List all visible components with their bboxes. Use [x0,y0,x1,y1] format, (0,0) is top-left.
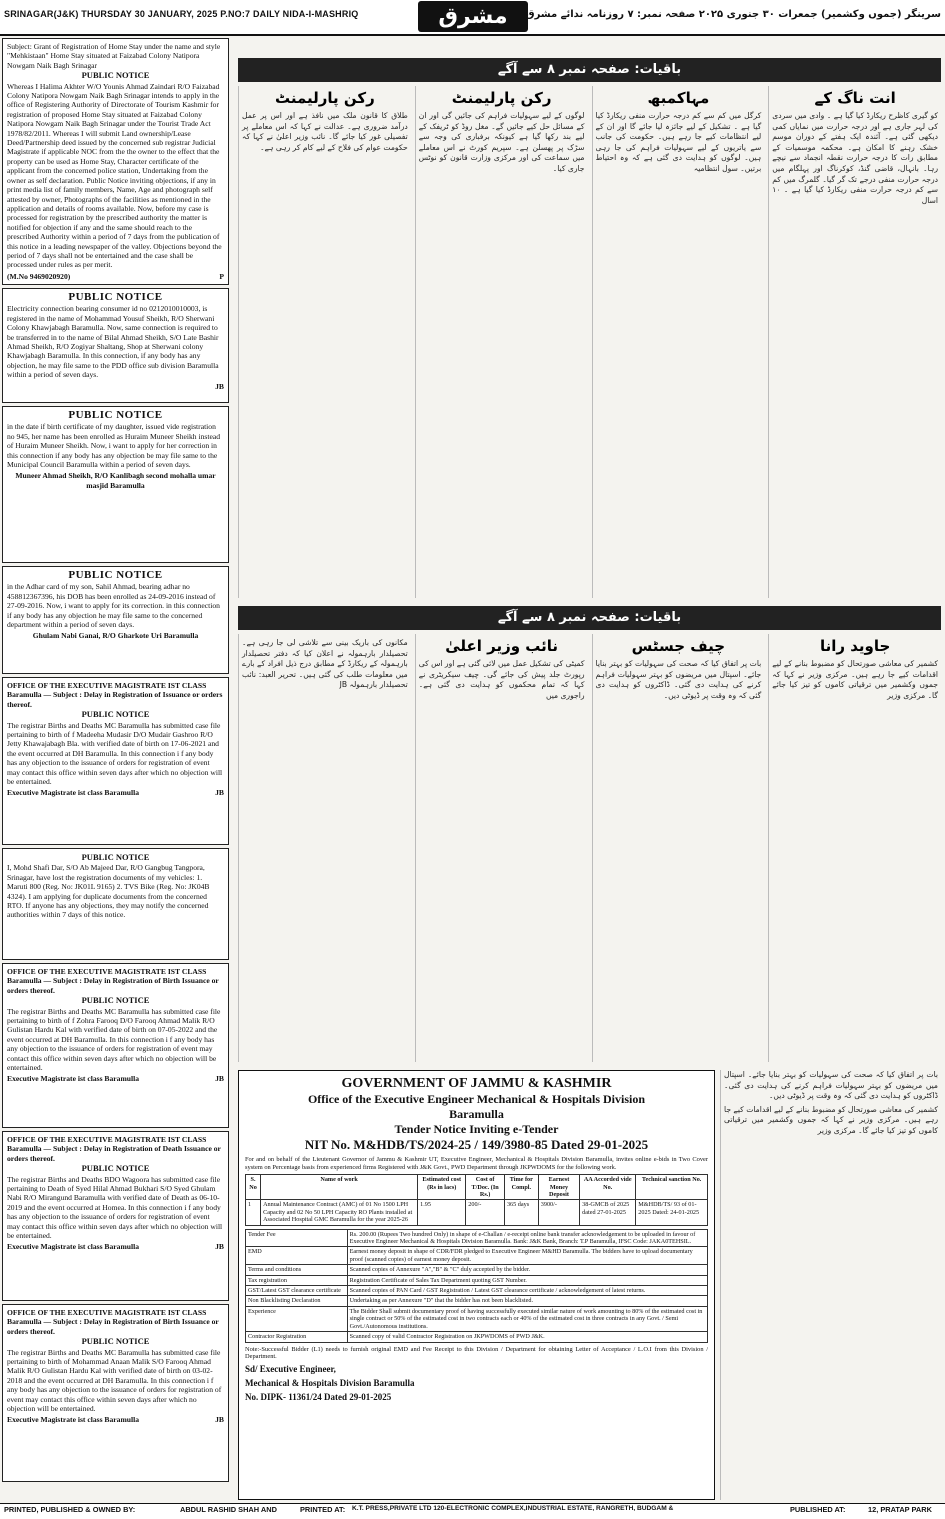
notice-signature: Executive Magistrate ist class Baramulla [7,1242,140,1252]
article-text: مکانوں کی باریک بینی سے تلاشی لی جا رہی ہے۔ تحصیلدار بارہمولہ نے اعلان کیا کہ دفتر تحصیلدار بارہمولہ کے ریکارڈ کے مطابق درج ذیل افراد کے بارے میں معلومات طلب کی گئی ہیں۔ تحریر العبد: نائب تحصیلدار بارہمولہ JB [242,638,408,690]
notice-heading: PUBLIC NOTICE [81,1336,150,1347]
article-title: مہاکمبھ [647,89,710,107]
tender-terms-table [245,1229,708,1343]
table-cell: EMD [246,1247,348,1265]
notice-heading: PUBLIC NOTICE [81,852,150,862]
footer-published-at-label: PUBLISHED AT: [790,1505,846,1514]
notice-body: Electricity connection bearing consumer id no 0212010010003, is registered in the name of Mohammad Yousuf Sheikh, R/O Sherwani Colony Khawjabagh Baramulla. Now, same connection is required to be transferred in to the name of Bilal Ahmad Sheikh, S/O Late Bashir Ahmad Sheikh, R/O Zogiyar Shaltang, Shop at Sherwani colony Khawjabagh Baramulla. In this connection, if any body has any objection, he may file same to the PDD office sub division Baramulla within a period of seven days. [7,304,219,380]
table-header: Technical sanction No. [636,1175,708,1200]
notice-lost-documents [2,848,229,960]
urdu-columns-bottom [238,634,941,1062]
table-cell: Tender Fee [246,1229,348,1247]
article-text: طلاق کا قانون ملک میں نافذ ہے اور اس پر عمل درآمد ضروری ہے۔ عدالت نے کہا کہ اس معاملے پر تفصیلی غور کیا جائے گا۔ نائب وزیر اعلیٰ نے کہا کہ حکومت عوام کی فلاح کے لیے کام کر رہی ہے۔ [242,111,408,152]
table-cell: 1.95 [418,1200,466,1225]
masthead-urdu-dateline: سرینگر (جموں وکشمیر) جمعرات ۳۰ جنوری ۲۰۲۵ صفحہ نمبر: ۷ روزنامہ ندائے مشرق [525,9,941,20]
notice-body: in the date if birth certificate of my daughter, issued vide registration no 945, her name has been enrolled as Huraim Muneer Sheikh instead of Huraim Muneer Sheikh. Now, i want to apply for her correction in this connection if any body has any objection be may file same to the Municipal Council Baramulla within a period of seven days. [7,422,220,470]
tender-signatory: Sd/ Executive Engineer, [245,1363,336,1374]
notice-heading: PUBLIC NOTICE [81,1163,150,1174]
tender-nit-number: NIT No. M&HDB/TS/2024-25 / 149/3980-85 Dated 29-01-2025 [304,1137,649,1152]
notice-code: JB [215,381,224,391]
notice-heading: PUBLIC NOTICE [81,995,150,1006]
urdu-article [720,1070,941,1500]
article-title: انت ناگ کے [814,89,896,107]
notice-body: The registrar Births and Deaths MC Baramulla has submitted case file pertaining to birth of Mohammad Anaan Malik S/O Farooq Ahmad Malik R/O Gulistan Hardu Kal with verified date of birth on 03-02-2018 and the event occurred at DH Baramulla. In this connection i f any body has any objection to the issuance of orders for registration of event may contact this office within seven days after which no objection will be entertained. [7,1347,222,1414]
newspaper-logo: مشرق [418,1,528,32]
table-cell: Terms and conditions [246,1265,348,1275]
table-cell: GST/Latest GST clearance certificate [246,1286,348,1296]
table-cell: Tax registration [246,1275,348,1285]
notice-birth-certificate [2,406,229,563]
notice-subject: OFFICE OF THE EXECUTIVE MAGISTRATE IST CLASS Baramulla — Subject : Delay in Registration of Birth Issuance or orders thereof. [7,1308,219,1336]
notice-subject: OFFICE OF THE EXECUTIVE MAGISTRATE IST CLASS Baramulla — Subject : Delay in Registration of Issuance or orders thereof. [7,681,223,709]
urdu-article [592,634,765,1062]
article-text: بات پر اتفاق کیا کہ صحت کی سہولیات کو بہتر بنایا جائے۔ اسپتال میں مریضوں کو بہتر سہولیات فراہم کرنے کی ہدایت دی گئی۔ ڈاکٹروں کو ہدایت دی گئی کہ وہ وقت پر ڈیوٹی دیں۔ [595,659,762,700]
urdu-article [768,86,941,598]
notice-body: I, Mohd Shafi Dar, S/O Ab Majeed Dar, R/O Gangbug Tangpora, Srinagar, have lost the registration documents of my vehicles: 1. Maruti 800 (Reg. No: JK01L 9165) 2. TVS Bike (Reg. No: JK04B 4324). I am applying for duplicate documents from the concerned RTO. If anyone has any objections, they may notify the concerned authorities within 7 days of this notice. [7,863,210,920]
footer-owner: ABDUL RASHID SHAH AND [180,1505,277,1514]
table-cell: 200/- [466,1200,505,1225]
table-row [246,1229,708,1247]
urdu-columns-side [720,1070,941,1500]
table-row [246,1275,708,1285]
notice-subject: OFFICE OF THE EXECUTIVE MAGISTRATE IST CLASS Baramulla — Subject : Delay in Registration of Death Issuance or orders thereof. [7,1135,221,1163]
tender-signatory-office: Mechanical & Hospitals Division Baramulla [245,1377,415,1388]
table-header: Estimated cost (Rs in lacs) [418,1175,466,1200]
notice-heading: PUBLIC NOTICE [81,70,150,81]
table-cell: Rs. 200.00 (Rupees Two hundred Only) in shape of e-Challan / e-receipt online bank transfer acknowledgement to be uploaded in favour of Executive Engineer Mechanical & Hospitals Division Baramulla. Bank: J&K Bank, Branch: T.P Baramulla, IFSC Code: JAKA0TEHSIL. [347,1229,707,1247]
table-cell: M&HDB/TS/ 93 of 01-2025 Dated: 24-01-2025 [636,1200,708,1225]
notice-subject: OFFICE OF THE EXECUTIVE MAGISTRATE IST CLASS Baramulla — Subject : Delay in Registration of Birth Issuance or orders thereof. [7,967,219,995]
section-strip-top: باقیات: صفحہ نمبر ۸ سے آگے [238,58,941,82]
notice-heading: PUBLIC NOTICE [68,569,163,581]
article-title: رکن پارلیمنٹ [451,89,552,107]
notice-heading: PUBLIC NOTICE [81,709,150,720]
article-text: کرگل میں کم سے کم درجہ حرارت منفی ریکارڈ کیا گیا ہے ۔ تشکیل کے لیے جائزہ لیا جائے گا اور ان کے لیے انتظامات کیے جا رہے ہیں۔ حکومت کی جانب سے یاتریوں کے لیے سہولیات فراہم کی جا رہی ہیں۔ لوگوں کو ہدایت دی گئی ہے کہ وہ احتیاط برتیں۔ سول انتظامیہ [595,111,762,173]
notice-magistrate-3 [2,1131,229,1301]
imprint-footer [0,1503,945,1519]
table-cell: Non Blacklisting Declaration [246,1296,348,1306]
table-cell: 3900/- [538,1200,579,1225]
notice-heading: PUBLIC NOTICE [68,409,163,421]
article-title: چیف جسٹس [631,637,726,655]
table-cell: Scanned copy of valid Contractor Registration on JKPWDOMS of PWD J&K. [347,1332,707,1342]
urdu-article [592,86,765,598]
masthead [0,0,945,36]
table-row [246,1247,708,1265]
table-row [246,1332,708,1342]
notice-body: Whereas I Halima Akhter W/O Younis Ahmad Zaindari R/O Faizabad Colony Natipora Nowgam Naik Bagh Srinagar intends to apply in the office of Registering Authority of Directorate of Tourism Kashmir for registration of proposed Home Stay situated at Faizabad Colony Natipora Nowgam Naik Bagh Srinagar under the Tourist Trade Act 1978/82/2011. Whereas I will submit Land ownership/Lease Deed/Partnership deed issued by the concerned sub registrar Judicial Magistrate if applicable NOC from the the owner to the effect that the property can be used as Home Stay, Character certificate of the applicant from the concerned police station, Undertaking from the owner as self declaration. Public Notice inviting objections, if any in print media list of family members, Name, Age and photograph self attested by owner, Photographs of the facilities as mentioned in the application and details of rooms available. Now, before my case is processed for registration by the prescribed authority the matter is notified for objection if any and the same should reach to the prescribed Authority within a period of 7 days from the publication of this notice in a leading newspaper of the valley. Objections beyond the period of 7 days shall not be entertained and the case shall be processed under rules as per merit. [7,81,222,270]
table-row [246,1296,708,1306]
notice-heading: PUBLIC NOTICE [68,291,163,303]
section-strip-bottom: باقیات: صفحہ نمبر ۸ سے آگے [238,606,941,630]
footer-printed-at-label: PRINTED AT: [300,1505,346,1514]
table-header-row [246,1175,708,1200]
notice-code: JB [215,1242,224,1252]
urdu-article [768,634,941,1062]
table-header: S. No [246,1175,261,1200]
notice-contact: (M.No 9469020920) [7,271,71,281]
notice-body: in the Adhar card of my son, Sahil Ahmad, bearing adhar no 458812367396, his DOB has been enrolled as 24-09-2016 instead of 27-09-2016. Now, i want to apply for its correction. in this connection if any body has any objection he may file same to the concerned department within a period of seven days. [7,582,220,630]
table-cell: Annual Maintenance Contract (AMC) of 01 No 1500 LPH Capacity and 02 No 50 LPH Capacity RO Plants installed at Associated Hospital GMC Baramulla for the year 2025-26 [261,1200,418,1225]
notice-signature: Executive Magistrate ist class Baramulla [7,1415,140,1425]
table-cell: 365 days [504,1200,538,1225]
article-text: لوگوں کے لیے سہولیات فراہم کی جائیں گی اور ان کے مسائل حل کیے جائیں گے۔ مغل روڈ کو ٹریفک کے لیے بند رکھا گیا ہے کیونکہ برفباری کی وجہ سے سڑک پر پھسلن ہے۔ سپریم کورٹ نے اس معاملے میں سماعت کی اور مرکزی وزارت قانون کو نوٹس جاری کیا۔ [418,111,585,173]
notice-code: JB [215,788,224,798]
tender-office: Office of the Executive Engineer Mechanical & Hospitals Division [307,1092,646,1106]
article-text: کمیٹی کی تشکیل عمل میں لائی گئی ہے اور اس کی رپورٹ جلد پیش کی جائے گی۔ چیف سیکریٹری نے کہا کہ تمام محکموں کو ہدایت دی گئی ہے۔ راجوری میں [418,659,585,700]
tender-heading: Tender Notice Inviting e-Tender [394,1122,559,1136]
article-title: جاوید رانا [819,637,891,655]
article-title: رکن پارلیمنٹ [274,89,375,107]
table-row [246,1200,708,1225]
notice-signature: Ghulam Nabi Ganai, R/O Gharkote Uri Baramulla [32,631,199,641]
notice-magistrate-1 [2,677,229,845]
urdu-article [238,634,411,1062]
table-header: Time for Compl. [504,1175,538,1200]
notice-magistrate-2 [2,963,229,1128]
notice-body: The registrar Births and Deaths MC Baramulla has submitted case file pertaining to birth of f Zohra Farooq D/O Farooq Ahmad Malik R/O Gulistan Hardu Kal with verified date of birth on 07-05-2022 and the event occurred at DH Baramulla. In this connection i f any body has any objection to the issuance of orders for registration of event may contact this office within seven days after which no objection will be entertained. [7,1006,221,1073]
urdu-article [415,634,588,1062]
public-notices-column [2,38,229,1500]
table-cell: 1 [246,1200,261,1225]
table-cell: 38-GMCB of 2025 dated 27-01-2025 [580,1200,636,1225]
notice-electricity [2,288,229,403]
table-cell: Earnest money deposit in shape of CDR/FDR pledged to Executive Engineer M&HD Baramulla. The bidders have to upload documentary proof (scanned copies) of earnest money deposit. [347,1247,707,1265]
tender-notice [238,1070,715,1500]
notice-signature: Muneer Ahmad Sheikh, R/O Kanlibagh second mohalla umar masjid Baramulla [15,471,216,490]
tender-work-table [245,1174,708,1225]
table-cell: Registration Certificate of Sales Tax Department quoting GST Number. [347,1275,707,1285]
tender-govt-title: GOVERNMENT OF JAMMU & KASHMIR [341,1076,612,1091]
table-header: Earnest Money Deposit [538,1175,579,1200]
table-cell: Contractor Registration [246,1332,348,1342]
notice-signature: Executive Magistrate ist class Baramulla [7,788,140,798]
footer-published-by: PRINTED, PUBLISHED & OWNED BY: [4,1505,136,1514]
notice-body: The registrar Births and Deaths MC Baramulla has submitted case file pertaining to birth of f Madeeha Mudasir D/O Mudair Gashroo R/O Jetty Khawajabagh Bla. with verified date of birth on 17-06-2021 and the event occurred at DH Baramulla. In this connection i f any body has any objection to the issuance of orders for registration of event may contact this office within seven days after which no objection will be entertained. [7,720,223,787]
urdu-article [415,86,588,598]
table-header: AA Accorded vide No. [580,1175,636,1200]
article-text: کشمیر کی معاشی صورتحال کو مضبوط بنانے کے لیے اقدامات کیے جا رہے ہیں۔ مرکزی وزیر نے کہا کہ جموں وکشمیر میں ترقیاتی کاموں کو تیز کیا جائے گا۔ مرکزی وزیر [772,659,938,700]
notice-magistrate-4 [2,1304,229,1482]
article-text: بات پر اتفاق کیا کہ صحت کی سہولیات کو بہتر بنایا جائے۔ اسپتال میں مریضوں کو بہتر سہولیات فراہم کرنے کی ہدایت دی گئی۔ ڈاکٹروں کو ہدایت دی گئی کہ وہ وقت پر ڈیوٹی دیں۔ [724,1070,938,1101]
article-text: کو گیری کاظرح ریکارڈ کیا گیا ہے ۔ وادی میں سردی کی لہر جاری ہے اور درجہ حرارت میں نمایاں کمی دیکھی گئی ہے۔ آئندہ ایک ہفتے کے دوران موسم خشک رہنے کا امکان ہے۔ محکمہ موسمیات کے مطابق رات کا درجہ حرارت نقطہ انجماد سے نیچے رہا۔ بانہال، قاضی گنڈ، کوکرناگ اور پہلگام میں درجہ حرارت منفی درجے تک گر گیا۔ گلمرگ میں کم سے کم درجہ حرارت منفی ریکارڈ کیا گیا ہے ۔ ۱۰ اسال [772,111,938,205]
tender-dipk-number: No. DIPK- 11361/24 Dated 29-01-2025 [245,1391,392,1402]
article-title: نائب وزیر اعلیٰ [445,637,559,655]
tender-note: Note:-Successful Bidder (L1) needs to furnish original EMD and Fee Receipt to this Division / Department for obtaining Letter of Acceptance / L.O.I from this Division / Department. [245,1345,708,1361]
urdu-columns-top [238,86,941,598]
table-row [246,1286,708,1296]
urdu-article [238,86,411,598]
table-header: Cost of T/Doc. (In Rs.) [466,1175,505,1200]
table-cell: The Bidder Shall submit documentary proof of having successfully executed similar nature of work amounting to 80% of the estimated cost in single contract or 50% of the estimated cost in two contracts each or 40% of the estimated cost in three contracts in any Govt. / Semi Govt./Autonomous institutions. [347,1306,707,1331]
notice-subject: Subject: Grant of Registration of Home Stay under the name and style "Mehkistaan" Home Stay situated at Faizabad Colony Natipora Nowgam Naik Bagh Srinagar [7,42,221,70]
table-header: Name of work [261,1175,418,1200]
footer-printed-at: K.T. PRESS,PRIVATE LTD 120-ELECTRONIC COMPLEX,INDUSTRIAL ESTATE, RANGRETH, BUDGAM & [352,1505,674,1512]
notice-homestay [2,38,229,285]
notice-code: JB [215,1415,224,1425]
tender-intro: For and on behalf of the Lieutenant Governor of Jammu & Kashmir UT, Executive Engineer, Mechanical & Hospitals Division Baramulla, invites online e-bids in Two Cover system on Percentage basis from experienced firms Registered with J&K Govt., PWD Department through JKPWDOMS for the following work. [245,1156,708,1171]
notice-signature: Executive Magistrate ist class Baramulla [7,1074,140,1084]
table-cell: Experience [246,1306,348,1331]
notice-body: The registrar Births and Deaths BDO Wagoora has submitted case file pertaining to Death of Syed Hilal Ahmad Bukhari S/O Syed Ghulam Nabi R/O Mirangund Baramulla with verified date of Death as 06-10-2019 and the event occurred at Homea. In this connection i f any body has any objection to the issuance of orders for registration of event may contact this office within seven days after which no objection will be entertained. [7,1174,223,1241]
notice-adhar [2,566,229,674]
table-cell: Undertaking as per Annexure "D" that the bidder has not been blacklisted. [347,1296,707,1306]
table-row [246,1265,708,1275]
table-cell: Scanned copies of Annexure "A","B" & "C" duly accepted by the bidder. [347,1265,707,1275]
tender-place: Baramulla [449,1107,504,1121]
footer-published-at: 12, PRATAP PARK [868,1505,932,1514]
table-cell: Scanned copies of PAN Card / GST Registration / Latest GST clearance certificate / acknowledgement of latest returns. [347,1286,707,1296]
table-row [246,1306,708,1331]
notice-code: P [219,271,224,281]
article-text: کشمیر کی معاشی صورتحال کو مضبوط بنانے کے لیے اقدامات کیے جا رہے ہیں۔ مرکزی وزیر نے کہا کہ جموں وکشمیر میں ترقیاتی کاموں کو تیز کیا جائے گا۔ مرکزی وزیر [724,1104,938,1135]
notice-code: JB [215,1074,224,1084]
masthead-dateline: SRINAGAR(J&K) THURSDAY 30 JANUARY, 2025 P.NO:7 DAILY NIDA-I-MASHRIQ [4,9,359,19]
